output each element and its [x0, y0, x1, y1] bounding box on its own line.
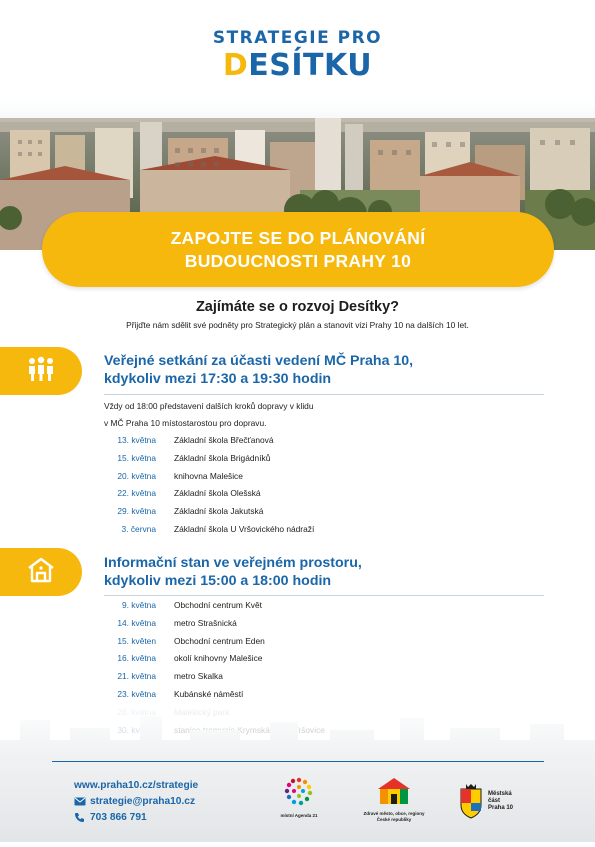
section1-divider [104, 394, 544, 395]
section2-divider [104, 595, 544, 596]
banner-line-1: ZAPOJTE SE DO PLÁNOVÁNÍ [170, 227, 426, 248]
people-icon [26, 355, 56, 388]
envelope-icon [74, 797, 90, 806]
logo-title-line2 [0, 49, 595, 83]
event-place: Obchodní centrum Květ [174, 600, 262, 610]
healthy-cities-logo [358, 776, 430, 826]
house-emblem-icon [376, 776, 412, 806]
event-place: metro Strašnická [174, 617, 237, 628]
list-item [0, 506, 595, 524]
event-date: 15. květen [117, 635, 156, 646]
event-place: Základní škola U Vršovického nádraží [174, 523, 315, 534]
email-contact[interactable] [74, 793, 198, 809]
agenda21-label: místní Agenda 21 [280, 813, 318, 818]
list-item [0, 653, 595, 671]
event-date: 22. května [117, 488, 156, 499]
email-link[interactable]: strategie@praha10.cz [90, 795, 196, 807]
section2-icon-tab [0, 548, 82, 596]
coat-of-arms-icon [458, 783, 484, 819]
section1-title [104, 352, 413, 388]
list-item [0, 636, 595, 654]
list-item [0, 471, 595, 489]
event-place: Základní škola Brigádníků [174, 452, 271, 463]
web-contact[interactable] [74, 777, 198, 793]
logo-accent-letter: D [222, 48, 249, 83]
event-place: Základní škola Olešská [174, 488, 261, 499]
healthy-cities-label-2: České republiky [376, 816, 412, 822]
agenda21-dots-icon [282, 776, 316, 808]
event-date: 15. května [117, 452, 156, 463]
event-place: Kubánské náměstí [174, 688, 244, 699]
list-item [0, 435, 595, 453]
section1-note [104, 398, 314, 432]
event-date: 21. května [117, 671, 156, 682]
list-item [0, 524, 595, 542]
event-date: 13. května [117, 435, 156, 445]
event-date: 23. května [117, 688, 156, 699]
website-link[interactable]: www.praha10.cz/strategie [74, 779, 199, 791]
list-item [0, 618, 595, 636]
phone-contact[interactable] [74, 809, 198, 825]
section1-note-line2: v MČ Praha 10 místostarostou pro dopravu. [104, 418, 267, 428]
logo-title-rest: ESÍTKU [248, 48, 373, 83]
praha10-label-3: Praha 10 [488, 804, 514, 811]
event-date: 29. května [117, 506, 156, 517]
event-date: 16. května [117, 653, 156, 664]
section1-event-list [0, 435, 595, 542]
logo-title-line1: STRATEGIE PRO [212, 28, 383, 48]
list-item [0, 488, 595, 506]
event-date: 20. května [117, 470, 156, 481]
phone-number[interactable]: 703 866 791 [90, 811, 147, 823]
praha10-label-2: část [488, 797, 501, 804]
section1-note-line1: Vždy od 18:00 představení dalších kroků dopravy v klidu [104, 401, 314, 411]
praha10-logo [458, 776, 538, 826]
event-place: okolí knihovny Malešice [174, 653, 263, 664]
headline-banner [42, 212, 554, 287]
praha10-label-1: Městská [488, 790, 512, 797]
contact-block [74, 777, 198, 825]
event-date: 9. května [122, 600, 156, 610]
event-place: metro Skalka [174, 671, 223, 682]
section1-icon-tab [0, 347, 82, 395]
section2-title-line1: Informační stan ve veřejném prostoru, [104, 555, 362, 571]
intro-text: Přijďte nám sdělit své podněty pro Strategický plán a stanovit vizi Prahy 10 na dalších 10 let. [126, 320, 469, 330]
event-place: Základní škola Jakutská [174, 506, 264, 517]
list-item [0, 600, 595, 618]
tent-icon [26, 556, 56, 589]
event-place: Obchodní centrum Eden [174, 635, 265, 646]
campaign-logo [0, 28, 595, 83]
section2-title-line2: kdykoliv mezi 15:00 a 18:00 hodin [104, 573, 332, 589]
healthy-cities-label-1: Zdravé město, obce, regiony [363, 811, 425, 816]
event-place: knihovna Malešice [174, 470, 243, 481]
agenda21-logo [274, 776, 324, 826]
event-date: 3. června [121, 523, 156, 534]
phone-icon [74, 812, 90, 823]
list-item [0, 671, 595, 689]
banner-line-2: BUDOUCNOSTI PRAHY 10 [184, 250, 412, 271]
intro-title: Zajímáte se o rozvoj Desítky? [195, 299, 400, 315]
list-item [0, 453, 595, 471]
event-date: 14. května [117, 617, 156, 628]
event-place: Základní škola Břečťanová [174, 435, 274, 445]
section1-title-line1: Veřejné setkání za účasti vedení MČ Praha 10, [104, 353, 414, 369]
footer-divider [52, 761, 544, 762]
section2-title [104, 554, 362, 590]
section1-title-line2: kdykoliv mezi 17:30 a 19:30 hodin [104, 371, 332, 387]
